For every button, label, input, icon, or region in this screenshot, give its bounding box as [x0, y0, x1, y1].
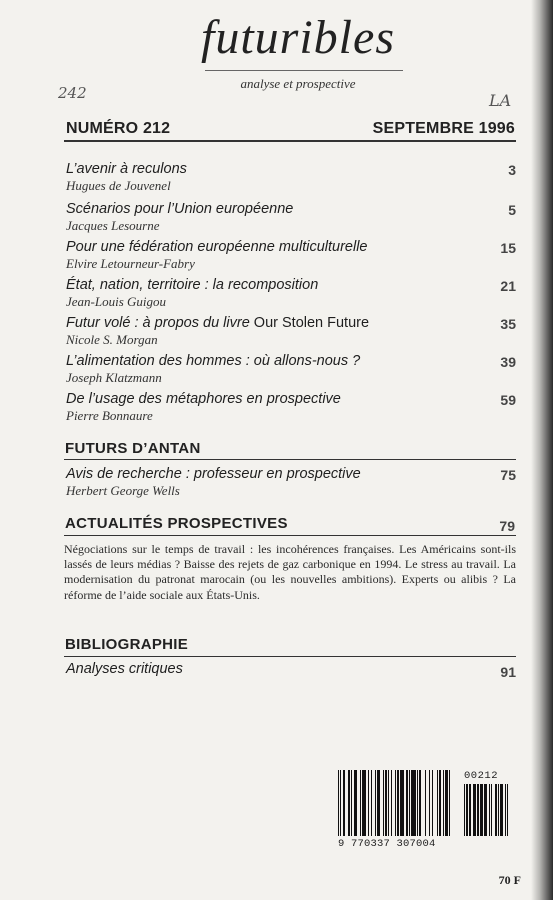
toc-entry[interactable]: [66, 315, 516, 348]
journal-title: futuribles: [200, 11, 395, 64]
article-author: Elvire Letourneur-Fabry: [66, 256, 195, 271]
issue-header-rule: [64, 140, 516, 142]
article-title: État, nation, territoire : la recomposition: [66, 277, 319, 293]
article-page: 35: [500, 316, 516, 332]
article-page: 39: [500, 354, 516, 370]
handwritten-note-right: LA: [489, 91, 512, 110]
toc-entry[interactable]: [66, 239, 516, 272]
masthead-divider: [205, 70, 403, 71]
article-page: 21: [500, 278, 516, 294]
article-author: Joseph Klatzmann: [66, 370, 162, 385]
barcode-bar: [507, 784, 508, 836]
toc-entry[interactable]: [66, 391, 516, 424]
section-rule: [64, 535, 516, 536]
article-title: De l’usage des métaphores en prospective: [66, 391, 341, 407]
article-page: 15: [500, 240, 516, 256]
barcode-supplement-number: 00212: [464, 770, 499, 782]
article-author: Jacques Lesourne: [66, 218, 160, 233]
article-title: Avis de recherche : professeur en prospective: [66, 466, 361, 482]
toc-entry[interactable]: [66, 161, 516, 194]
article-title: Analyses critiques: [66, 661, 183, 677]
barcode-bar: [450, 770, 451, 836]
article-page: 59: [500, 392, 516, 408]
issue-date: SEPTEMBRE 1996: [372, 120, 515, 137]
section-heading-futurs-antan: FUTURS D’ANTAN: [65, 440, 201, 457]
toc-entry[interactable]: [66, 201, 516, 234]
article-title: Pour une fédération européenne multiculturelle: [66, 239, 368, 255]
section-heading-actualites: ACTUALITÉS PROSPECTIVES: [65, 515, 288, 532]
article-page: 91: [500, 664, 516, 680]
article-author: Hugues de Jouvenel: [66, 178, 171, 193]
article-author: Nicole S. Morgan: [66, 332, 158, 347]
article-title: L’alimentation des hommes : où allons-nous ?: [66, 353, 361, 369]
toc-entry[interactable]: [66, 466, 516, 499]
issue-number: NUMÉRO 212: [66, 120, 171, 137]
toc-entry[interactable]: [66, 353, 516, 386]
section-rule: [64, 656, 516, 657]
article-title: L’avenir à reculons: [66, 161, 187, 177]
page-edge-shadow: [531, 0, 553, 900]
article-page: 5: [508, 202, 516, 218]
article-page: 3: [508, 162, 516, 178]
actualites-summary: Négociations sur le temps de travail : les incohérences françaises. Les Américains sont-ils lassés de leurs médias ? Baisse des rejets de gaz carbonique en 1994. Le stress au travail. La modernisation du patronat marocain (ou les nouvelles ambitions). Experts ou alibis ? La réforme de l’aide sociale aux États-Unis.: [64, 542, 516, 602]
price: 70 F: [498, 873, 521, 887]
book-title: Our Stolen Future: [253, 315, 370, 331]
journal-tagline: analyse et prospective: [240, 76, 356, 91]
toc-entry[interactable]: [66, 661, 516, 680]
barcode-number: 9 770337 307004: [338, 838, 436, 850]
barcode-supplement: [464, 770, 508, 836]
article-title: Scénarios pour l’Union européenne: [66, 201, 294, 217]
section-rule: [64, 459, 516, 460]
actualites-page: 79: [499, 518, 515, 534]
article-title: [66, 315, 516, 331]
article-author: Pierre Bonnaure: [66, 408, 153, 423]
article-author: Herbert George Wells: [66, 483, 180, 498]
article-author: Jean-Louis Guigou: [66, 294, 167, 309]
article-title-prefix: Futur volé : à propos du livre: [66, 315, 254, 331]
toc-entry[interactable]: [66, 277, 516, 310]
section-heading-bibliographie: BIBLIOGRAPHIE: [65, 636, 189, 653]
article-page: 75: [500, 467, 516, 483]
barcode-supplement-bars: [464, 784, 508, 836]
handwritten-note-left: 242: [58, 84, 87, 102]
